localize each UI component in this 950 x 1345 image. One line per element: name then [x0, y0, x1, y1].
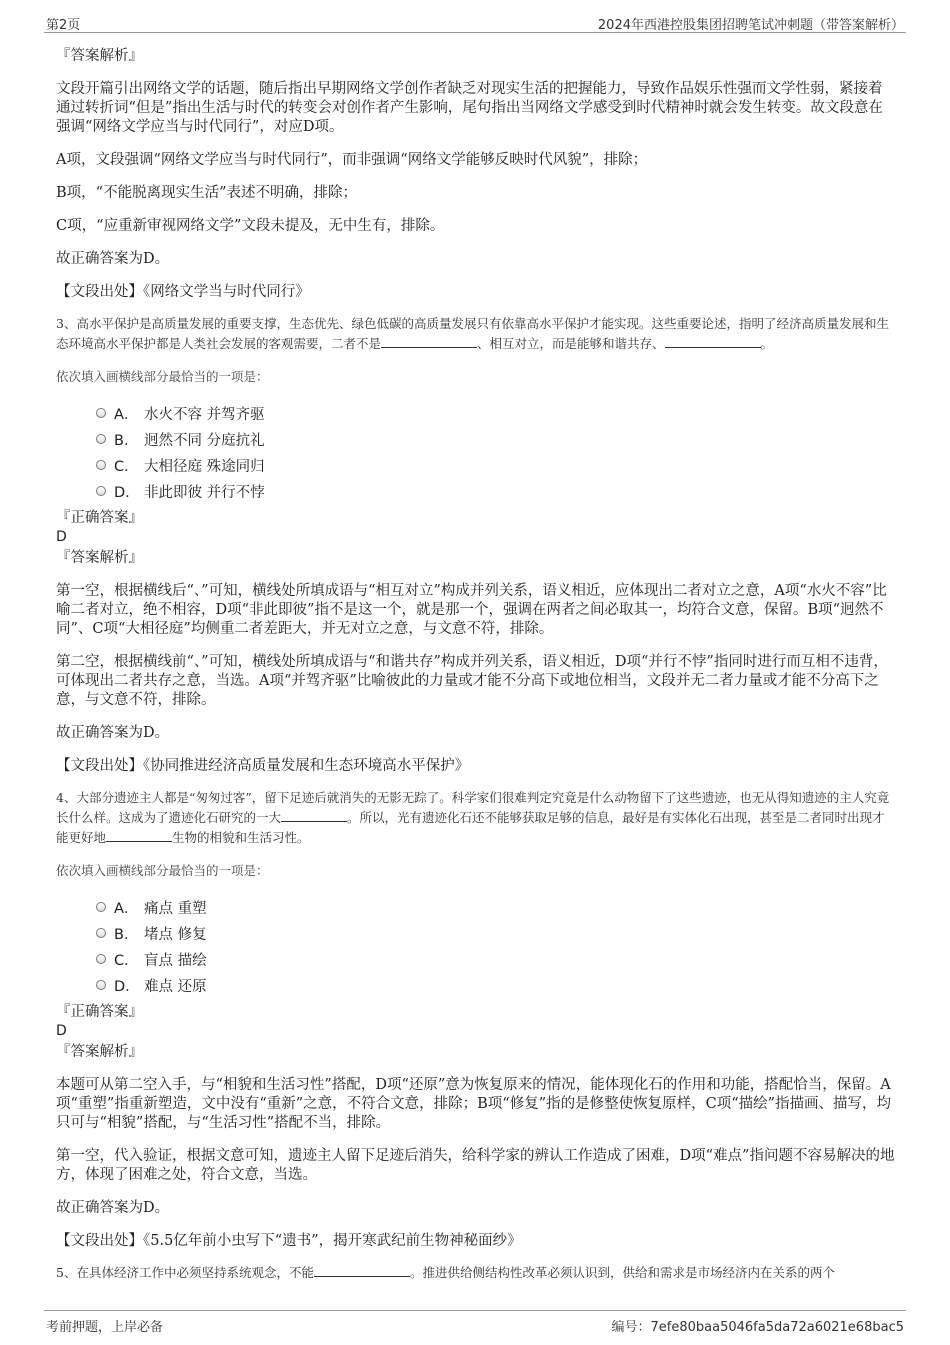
- radio-icon[interactable]: [96, 486, 106, 496]
- explanation-label: 『答案解析』: [56, 1044, 143, 1060]
- page-content: [56, 44, 896, 1283]
- source-citation: 【文段出处】《网络文学当与时代同行》: [56, 284, 310, 300]
- radio-icon[interactable]: [96, 928, 106, 938]
- option-b[interactable]: B． 迥然不同 分庭抗礼: [96, 426, 896, 452]
- option-list: [56, 400, 896, 504]
- question-prompt: 依次填入画横线部分最恰当的一项是：: [56, 863, 269, 878]
- radio-icon[interactable]: [96, 434, 106, 444]
- explanation-paragraph: 第一空，根据横线后“、”可知，横线处所填成语与“相互对立”构成并列关系，语义相近，应体现出二者对立之意，A项“水火不容”比喻二者对立，绝不相容，D项“非此即彼”指不是这一个，就是那一个，强调在两者之间必取其一，均符合文意，保留。B项“迥然不同”、C项“大相径庭”均侧重二者差距大，并无对立之意，与文意不符，排除。: [56, 583, 887, 637]
- question-2-explanation: [56, 47, 896, 302]
- option-c[interactable]: C． 大相径庭 殊途同归: [96, 452, 896, 478]
- explanation-paragraph: 第二空，根据横线前“、”可知，横线处所填成语与“和谐共存”构成并列关系，语义相近，D项“并行不悖”指同时进行而互相不违背，可体现出二者共存之意，当选。A项“并驾齐驱”比喻彼此的力量或才能不分高下或地位相当，文段并无二者力量或才能不分高下之意，与文意不符，排除。: [56, 654, 888, 708]
- page-header: [44, 10, 906, 33]
- answer-conclusion: 故正确答案为D。: [56, 725, 170, 741]
- page-footer: [44, 1310, 906, 1335]
- page-number: 第2页: [46, 18, 81, 33]
- explanation-paragraph: A项，文段强调“网络文学应当与时代同行”，而非强调“网络文学能够反映时代风貌”，排除；: [56, 152, 648, 168]
- option-list: [56, 894, 896, 998]
- option-d[interactable]: D． 非此即彼 并行不悖: [96, 478, 896, 504]
- correct-answer: D: [56, 1023, 67, 1039]
- option-a[interactable]: A． 水火不容 并驾齐驱: [96, 400, 896, 426]
- explanation-paragraph: B项，“不能脱离现实生活”表述不明确，排除；: [56, 185, 357, 201]
- explanation-paragraph: 本题可从第二空入手，与“相貌和生活习性”搭配，D项“还原”意为恢复原来的情况，能体现化石的作用和功能，搭配恰当，保留。A项“重塑”指重新塑造，文中没有“重新”之意，不符合文意，排除；B项“修复”指的是修整使恢复原样，C项“描绘”指描画、描写，均只可与“相貌”搭配，与“生活习性”搭配不当，排除。: [56, 1077, 892, 1131]
- fill-blank: [106, 828, 172, 842]
- option-c[interactable]: C． 盲点 描绘: [96, 946, 896, 972]
- fill-blank: [381, 334, 477, 348]
- correct-answer-label: 『正确答案』: [56, 510, 143, 526]
- explanation-paragraph: C项，“应重新审视网络文学”文段未提及，无中生有，排除。: [56, 218, 445, 234]
- explanation-paragraph: 文段开篇引出网络文学的话题，随后指出早期网络文学创作者缺乏对现实生活的把握能力，导致作品娱乐性强而文学性弱，紧接着通过转折词“但是”指出生活与时代的转变会对创作者产生影响，尾句指出当网络文学感受到时代精神时就会发生转变。故文段意在强调“网络文学应当与时代同行”，对应D项。: [56, 81, 883, 135]
- footer-slogan: 考前押题，上岸必备: [46, 1320, 164, 1335]
- document-code: 编号：7efe80baa5046fa5da72a6021e68bac5: [611, 1320, 904, 1335]
- question-5: [56, 1263, 896, 1283]
- option-b[interactable]: B． 堵点 修复: [96, 920, 896, 946]
- explanation-label: 『答案解析』: [56, 48, 143, 64]
- answer-conclusion: 故正确答案为D。: [56, 1200, 170, 1216]
- radio-icon[interactable]: [96, 980, 106, 990]
- question-3: [56, 314, 896, 776]
- answer-conclusion: 故正确答案为D。: [56, 251, 170, 267]
- explanation-paragraph: 第一空，代入验证，根据文意可知，遗迹主人留下足迹后消失，给科学家的辨认工作造成了困难，D项“难点”指问题不容易解决的地方，体现了困难之处，符合文意，当选。: [56, 1148, 895, 1183]
- explanation-label: 『答案解析』: [56, 550, 143, 566]
- source-citation: 【文段出处】《5.5亿年前小虫写下“遗书”，揭开寒武纪前生物神秘面纱》: [56, 1233, 522, 1249]
- fill-blank: [665, 334, 761, 348]
- fill-blank: [314, 1263, 410, 1277]
- question-4: [56, 788, 896, 1251]
- option-d[interactable]: D． 难点 还原: [96, 972, 896, 998]
- question-stem: 5、在具体经济工作中必须坚持系统观念，不能 。推进供给侧结构性改革必须认识到，供给和需求是市场经济内在关系的两个: [56, 1265, 835, 1280]
- fill-blank: [281, 808, 347, 822]
- radio-icon[interactable]: [96, 408, 106, 418]
- question-prompt: 依次填入画横线部分最恰当的一项是：: [56, 369, 269, 384]
- correct-answer-label: 『正确答案』: [56, 1004, 143, 1020]
- radio-icon[interactable]: [96, 460, 106, 470]
- correct-answer: D: [56, 529, 67, 545]
- source-citation: 【文段出处】《协同推进经济高质量发展和生态环境高水平保护》: [56, 758, 470, 774]
- document-title: 2024年西港控股集团招聘笔试冲刺题（带答案解析）: [597, 18, 904, 33]
- option-a[interactable]: A． 痛点 重塑: [96, 894, 896, 920]
- question-stem: 4、大部分遗迹主人都是“匆匆过客”，留下足迹后就消失的无影无踪了。科学家们很难判定究竟是什么动物留下了这些遗迹，也无从得知遗迹的主人究竟长什么样。这成为了遗迹化石研究的一大 。所以，光有遗迹化石还不能够获取足够的信息，最好是有实体化石出现，甚至是二者同时出现才能更好地 生物的相貌和生活习性。: [56, 790, 890, 845]
- radio-icon[interactable]: [96, 954, 106, 964]
- question-stem: 3、高水平保护是高质量发展的重要支撑，生态优先、绿色低碳的高质量发展只有依靠高水平保护才能实现。这些重要论述，指明了经济高质量发展和生态环境高水平保护都是人类社会发展的客观需要，二者不是 、相互对立，而是能够和谐共存、 。: [56, 316, 889, 351]
- radio-icon[interactable]: [96, 902, 106, 912]
